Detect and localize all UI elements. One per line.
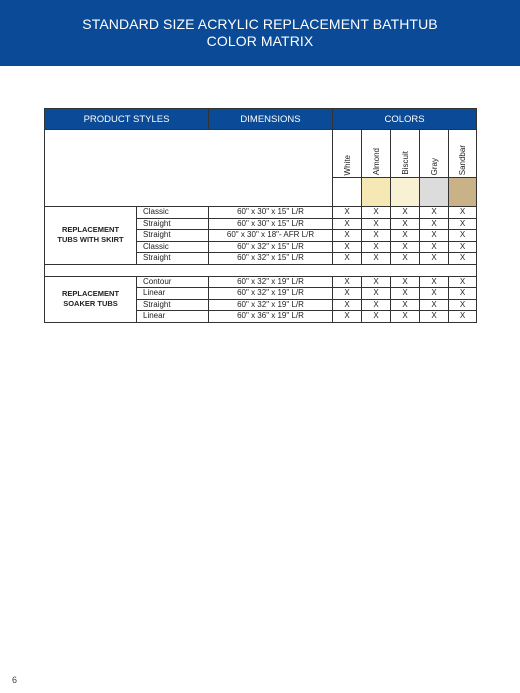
- dimension-cell: 60" x 32" x 19" L/R: [209, 288, 333, 300]
- title-line-2: COLOR MATRIX: [206, 33, 314, 49]
- availability-mark: X: [391, 299, 420, 311]
- group-label-line-2: TUBS WITH SKIRT: [57, 235, 124, 245]
- availability-mark: X: [449, 207, 477, 219]
- availability-mark: X: [333, 276, 362, 288]
- availability-mark: X: [391, 311, 420, 323]
- availability-mark: X: [420, 241, 449, 253]
- color-name-cell: White: [333, 130, 362, 178]
- availability-mark: X: [333, 288, 362, 300]
- header-product-styles: PRODUCT STYLES: [45, 109, 209, 130]
- product-style-cell: Classic: [137, 207, 209, 219]
- blank-cell: [45, 130, 333, 207]
- availability-mark: X: [449, 230, 477, 242]
- availability-mark: X: [391, 253, 420, 265]
- dimension-cell: 60" x 32" x 19" L/R: [209, 299, 333, 311]
- availability-mark: X: [449, 241, 477, 253]
- color-swatch-sandbar: [449, 178, 477, 207]
- group-label-line-1: REPLACEMENT: [61, 289, 120, 298]
- dimension-cell: 60" x 32" x 15" L/R: [209, 241, 333, 253]
- color-name-cell: Biscuit: [391, 130, 420, 178]
- color-matrix-table: [44, 108, 477, 323]
- availability-mark: X: [449, 311, 477, 323]
- availability-mark: X: [362, 241, 391, 253]
- availability-mark: X: [420, 253, 449, 265]
- color-swatch-gray: [420, 178, 449, 207]
- availability-mark: X: [333, 207, 362, 219]
- availability-mark: X: [391, 230, 420, 242]
- product-style-cell: Classic: [137, 241, 209, 253]
- availability-mark: X: [420, 311, 449, 323]
- availability-mark: X: [362, 230, 391, 242]
- availability-mark: X: [333, 311, 362, 323]
- availability-mark: X: [391, 241, 420, 253]
- product-style-cell: Linear: [137, 311, 209, 323]
- title-line-1: STANDARD SIZE ACRYLIC REPLACEMENT BATHTUB: [82, 16, 438, 32]
- dimension-cell: 60" x 36" x 19" L/R: [209, 311, 333, 323]
- availability-mark: X: [333, 241, 362, 253]
- product-style-cell: Straight: [137, 253, 209, 265]
- availability-mark: X: [362, 276, 391, 288]
- color-swatch-almond: [362, 178, 391, 207]
- page-number: 6: [12, 675, 18, 685]
- availability-mark: X: [391, 276, 420, 288]
- product-style-cell: Straight: [137, 218, 209, 230]
- group-label: [45, 276, 137, 322]
- product-style-cell: Contour: [137, 276, 209, 288]
- color-name-row: [45, 130, 477, 178]
- table-row: [45, 276, 477, 288]
- group-label-line-2: SOAKER TUBS: [63, 299, 118, 308]
- header-colors: COLORS: [333, 109, 477, 130]
- availability-mark: X: [391, 207, 420, 219]
- header-row: [45, 109, 477, 130]
- availability-mark: X: [449, 218, 477, 230]
- product-style-cell: Straight: [137, 230, 209, 242]
- availability-mark: X: [449, 253, 477, 265]
- availability-mark: X: [420, 218, 449, 230]
- color-name-cell: Gray: [420, 130, 449, 178]
- dimension-cell: 60" x 30" x 15" L/R: [209, 218, 333, 230]
- availability-mark: X: [420, 230, 449, 242]
- color-swatch-white: [333, 178, 362, 207]
- availability-mark: X: [333, 299, 362, 311]
- dimension-cell: 60" x 30" x 18"- AFR L/R: [209, 230, 333, 242]
- color-swatch-biscuit: [391, 178, 420, 207]
- dimension-cell: 60" x 32" x 19" L/R: [209, 276, 333, 288]
- title-banner: [0, 0, 520, 66]
- product-style-cell: Straight: [137, 299, 209, 311]
- availability-mark: X: [333, 253, 362, 265]
- availability-mark: X: [362, 299, 391, 311]
- availability-mark: X: [391, 288, 420, 300]
- group-label-line-1: REPLACEMENT: [61, 225, 120, 235]
- availability-mark: X: [391, 218, 420, 230]
- header-dimensions: DIMENSIONS: [209, 109, 333, 130]
- color-name-cell: Almond: [362, 130, 391, 178]
- dimension-cell: 60" x 32" x 15" L/R: [209, 253, 333, 265]
- availability-mark: X: [362, 207, 391, 219]
- availability-mark: X: [420, 288, 449, 300]
- availability-mark: X: [333, 230, 362, 242]
- availability-mark: X: [362, 253, 391, 265]
- availability-mark: X: [449, 276, 477, 288]
- color-name-cell: Sandbar: [449, 130, 477, 178]
- availability-mark: X: [420, 207, 449, 219]
- table-row: [45, 207, 477, 219]
- product-style-cell: Linear: [137, 288, 209, 300]
- availability-mark: X: [362, 288, 391, 300]
- dimension-cell: 60" x 30" x 15" L/R: [209, 207, 333, 219]
- group-label: [45, 207, 137, 265]
- group-spacer-row: [45, 264, 477, 276]
- availability-mark: X: [449, 299, 477, 311]
- availability-mark: X: [420, 299, 449, 311]
- availability-mark: X: [420, 276, 449, 288]
- availability-mark: X: [333, 218, 362, 230]
- availability-mark: X: [362, 218, 391, 230]
- availability-mark: X: [449, 288, 477, 300]
- availability-mark: X: [362, 311, 391, 323]
